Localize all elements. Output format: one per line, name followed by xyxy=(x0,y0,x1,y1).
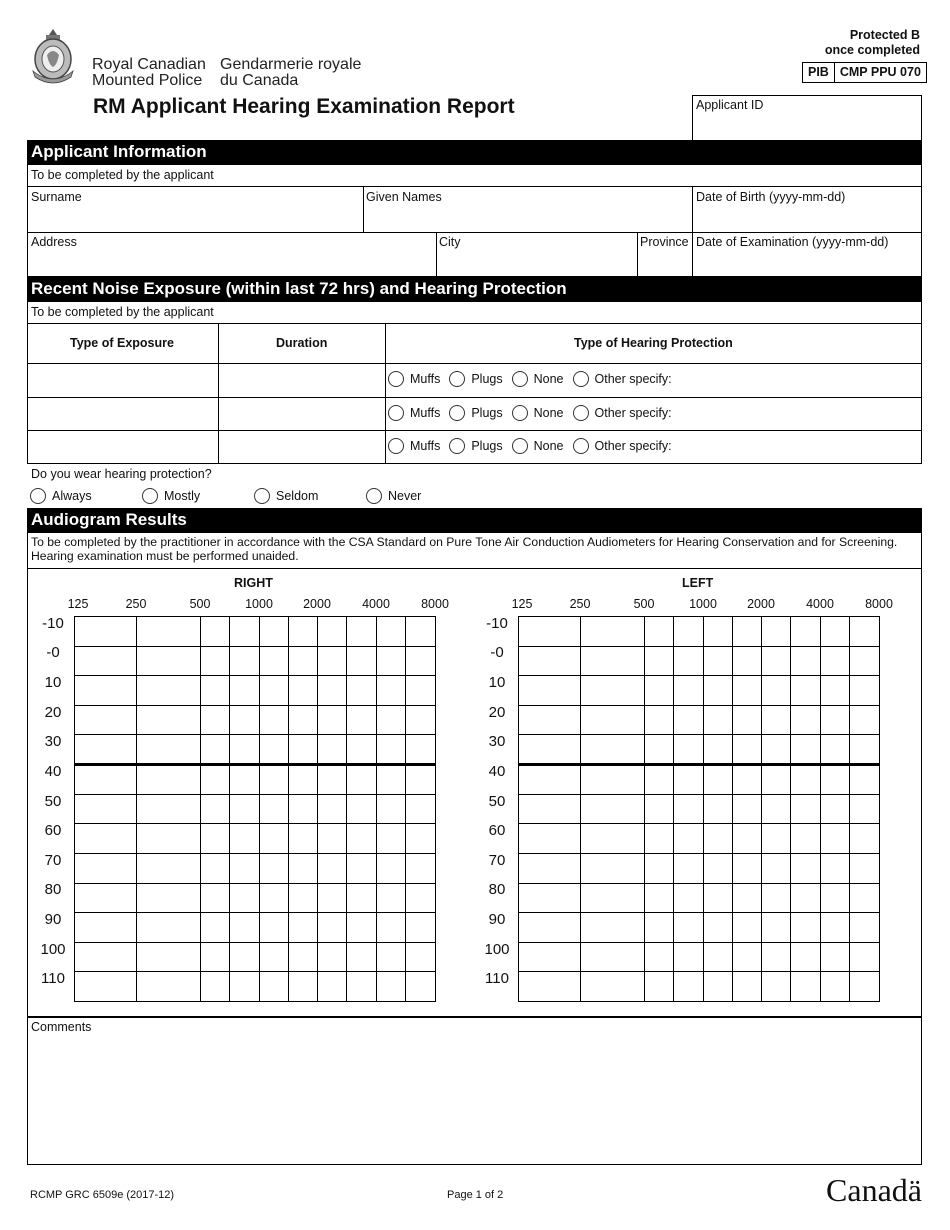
form-id: RCMP GRC 6509e (2017-12) xyxy=(30,1189,175,1201)
db-level-label: 10 xyxy=(488,674,506,692)
grid-line xyxy=(74,734,435,735)
option-plugs[interactable]: Plugs xyxy=(449,438,502,454)
rcmp-crest-icon xyxy=(27,27,79,89)
db-level-label: 20 xyxy=(44,703,62,721)
option-never[interactable]: Never xyxy=(366,488,421,504)
grid-line xyxy=(200,616,201,1001)
audiogram-frame xyxy=(74,616,436,1002)
db-level-label: 30 xyxy=(488,733,506,751)
grid-line xyxy=(518,853,879,854)
option-other[interactable]: Other specify: xyxy=(573,438,672,454)
frequency-label: 1000 xyxy=(245,597,273,611)
grid-line xyxy=(74,646,435,647)
option-other[interactable]: Other specify: xyxy=(573,405,672,421)
db-level-label: 40 xyxy=(44,762,62,780)
db-level-label: 110 xyxy=(485,970,509,988)
db-level-label: 100 xyxy=(484,940,510,958)
grid-line xyxy=(405,616,406,1001)
grid-line xyxy=(74,763,435,766)
grid-line xyxy=(518,794,879,795)
grid-line xyxy=(518,971,879,972)
option-muffs[interactable]: Muffs xyxy=(388,371,440,387)
frequency-label: 4000 xyxy=(362,597,390,611)
grid-line xyxy=(580,616,581,1001)
comments-field[interactable]: Comments xyxy=(31,1020,92,1034)
grid-line xyxy=(518,912,879,913)
frequency-label: 8000 xyxy=(421,597,449,611)
db-level-label: 60 xyxy=(488,822,506,840)
option-plugs[interactable]: Plugs xyxy=(449,371,502,387)
db-level-label: 90 xyxy=(488,910,506,928)
grid-line xyxy=(288,616,289,1001)
grid-line xyxy=(259,616,260,1001)
left-ear-label: LEFT xyxy=(682,576,714,590)
db-level-label: 110 xyxy=(41,970,65,988)
option-plugs[interactable]: Plugs xyxy=(449,405,502,421)
db-level-label: 40 xyxy=(488,762,506,780)
frequency-label: 125 xyxy=(511,597,533,611)
grid-line xyxy=(74,823,435,824)
grid-line xyxy=(74,883,435,884)
option-always[interactable]: Always xyxy=(30,488,142,504)
grid-line xyxy=(74,675,435,676)
grid-line xyxy=(74,794,435,795)
option-seldom[interactable]: Seldom xyxy=(254,488,366,504)
grid-line xyxy=(849,616,850,1001)
frequency-label: 1000 xyxy=(689,597,717,611)
wear-protection-options xyxy=(30,488,421,504)
option-none[interactable]: None xyxy=(512,438,564,454)
grid-line xyxy=(761,616,762,1001)
grid-line xyxy=(518,675,879,676)
col-type-of-exposure: Type of Exposure xyxy=(70,336,174,350)
db-level-label: 60 xyxy=(44,822,62,840)
grid-line xyxy=(518,705,879,706)
grid-line xyxy=(518,734,879,735)
db-level-label: 30 xyxy=(44,733,62,751)
option-none[interactable]: None xyxy=(512,405,564,421)
grid-line xyxy=(790,616,791,1001)
right-ear-label: RIGHT xyxy=(234,576,273,590)
db-level-label: -10 xyxy=(486,614,508,632)
option-muffs[interactable]: Muffs xyxy=(388,438,440,454)
frequency-label: 500 xyxy=(633,597,655,611)
option-none[interactable]: None xyxy=(512,371,564,387)
grid-line xyxy=(703,616,704,1001)
grid-line xyxy=(644,616,645,1001)
option-mostly[interactable]: Mostly xyxy=(142,488,254,504)
db-level-label: 50 xyxy=(488,792,506,810)
db-level-label: 70 xyxy=(488,851,506,869)
canada-wordmark: Canadä xyxy=(826,1172,922,1208)
applicant-info-heading: Applicant Information xyxy=(27,140,922,164)
grid-line xyxy=(346,616,347,1001)
grid-line xyxy=(820,616,821,1001)
grid-line xyxy=(136,616,137,1001)
protection-row-1 xyxy=(386,371,672,387)
option-other[interactable]: Other specify: xyxy=(573,371,672,387)
grid-line xyxy=(317,616,318,1001)
db-level-label: -10 xyxy=(42,614,64,632)
db-level-label: 70 xyxy=(44,851,62,869)
frequency-label: 250 xyxy=(569,597,591,611)
grid-line xyxy=(518,942,879,943)
given-names-field[interactable]: Given Names xyxy=(366,190,442,204)
frequency-label: 2000 xyxy=(747,597,775,611)
noise-exposure-note: To be completed by the applicant xyxy=(31,305,214,319)
protection-row-3 xyxy=(386,438,672,454)
page-title: RM Applicant Hearing Examination Report xyxy=(93,95,515,118)
date-of-birth-field[interactable]: Date of Birth (yyyy-mm-dd) xyxy=(696,190,846,204)
audiogram-heading: Audiogram Results xyxy=(27,508,922,532)
db-level-label: -0 xyxy=(490,644,504,662)
frequency-label: 8000 xyxy=(865,597,893,611)
col-duration: Duration xyxy=(276,336,328,350)
frequency-label: 250 xyxy=(125,597,147,611)
protection-row-2 xyxy=(386,405,672,421)
audiogram-note: To be completed by the practitioner in accordance with the CSA Standard on Pure Tone Air Conduction Audiometers for Hearing Conservation and for Screening. Hearing examination must be performed unaided. xyxy=(31,535,898,563)
grid-line xyxy=(518,883,879,884)
db-level-label: 80 xyxy=(488,881,506,899)
grid-line xyxy=(74,942,435,943)
grid-line xyxy=(518,646,879,647)
db-level-label: 20 xyxy=(488,703,506,721)
org-name-fr: Gendarmerie royale du Canada xyxy=(220,56,362,89)
noise-exposure-heading: Recent Noise Exposure (within last 72 hrs) and Hearing Protection xyxy=(27,277,922,301)
frequency-label: 125 xyxy=(67,597,89,611)
db-level-label: 90 xyxy=(44,910,62,928)
grid-line xyxy=(673,616,674,1001)
option-muffs[interactable]: Muffs xyxy=(388,405,440,421)
date-of-examination-field[interactable]: Date of Examination (yyyy-mm-dd) xyxy=(696,235,889,249)
page-number: Page 1 of 2 xyxy=(447,1189,504,1201)
grid-line xyxy=(74,705,435,706)
db-level-label: 10 xyxy=(44,674,62,692)
surname-field[interactable]: Surname xyxy=(31,190,82,204)
pib-box: PIB CMP PPU 070 xyxy=(802,62,927,83)
grid-line xyxy=(229,616,230,1001)
city-field[interactable]: City xyxy=(439,235,461,249)
db-level-label: -0 xyxy=(46,644,60,662)
db-level-label: 50 xyxy=(44,792,62,810)
db-level-label: 80 xyxy=(44,881,62,899)
grid-line xyxy=(74,853,435,854)
wear-protection-question: Do you wear hearing protection? xyxy=(31,467,212,481)
grid-line xyxy=(518,763,879,766)
frequency-label: 2000 xyxy=(303,597,331,611)
col-type-of-hearing-protection: Type of Hearing Protection xyxy=(574,336,733,350)
frequency-label: 4000 xyxy=(806,597,834,611)
frequency-label: 500 xyxy=(189,597,211,611)
grid-line xyxy=(376,616,377,1001)
grid-line xyxy=(74,971,435,972)
db-level-label: 100 xyxy=(40,940,66,958)
org-name-en: Royal Canadian Mounted Police xyxy=(92,56,206,89)
province-field[interactable]: Province xyxy=(640,235,689,249)
address-field[interactable]: Address xyxy=(31,235,77,249)
applicant-info-note: To be completed by the applicant xyxy=(31,168,214,182)
grid-line xyxy=(74,912,435,913)
grid-line xyxy=(518,823,879,824)
applicant-id-field[interactable]: Applicant ID xyxy=(692,95,922,140)
audiogram-frame xyxy=(518,616,880,1002)
protected-notice: Protected B once completed xyxy=(824,28,920,57)
grid-line xyxy=(732,616,733,1001)
